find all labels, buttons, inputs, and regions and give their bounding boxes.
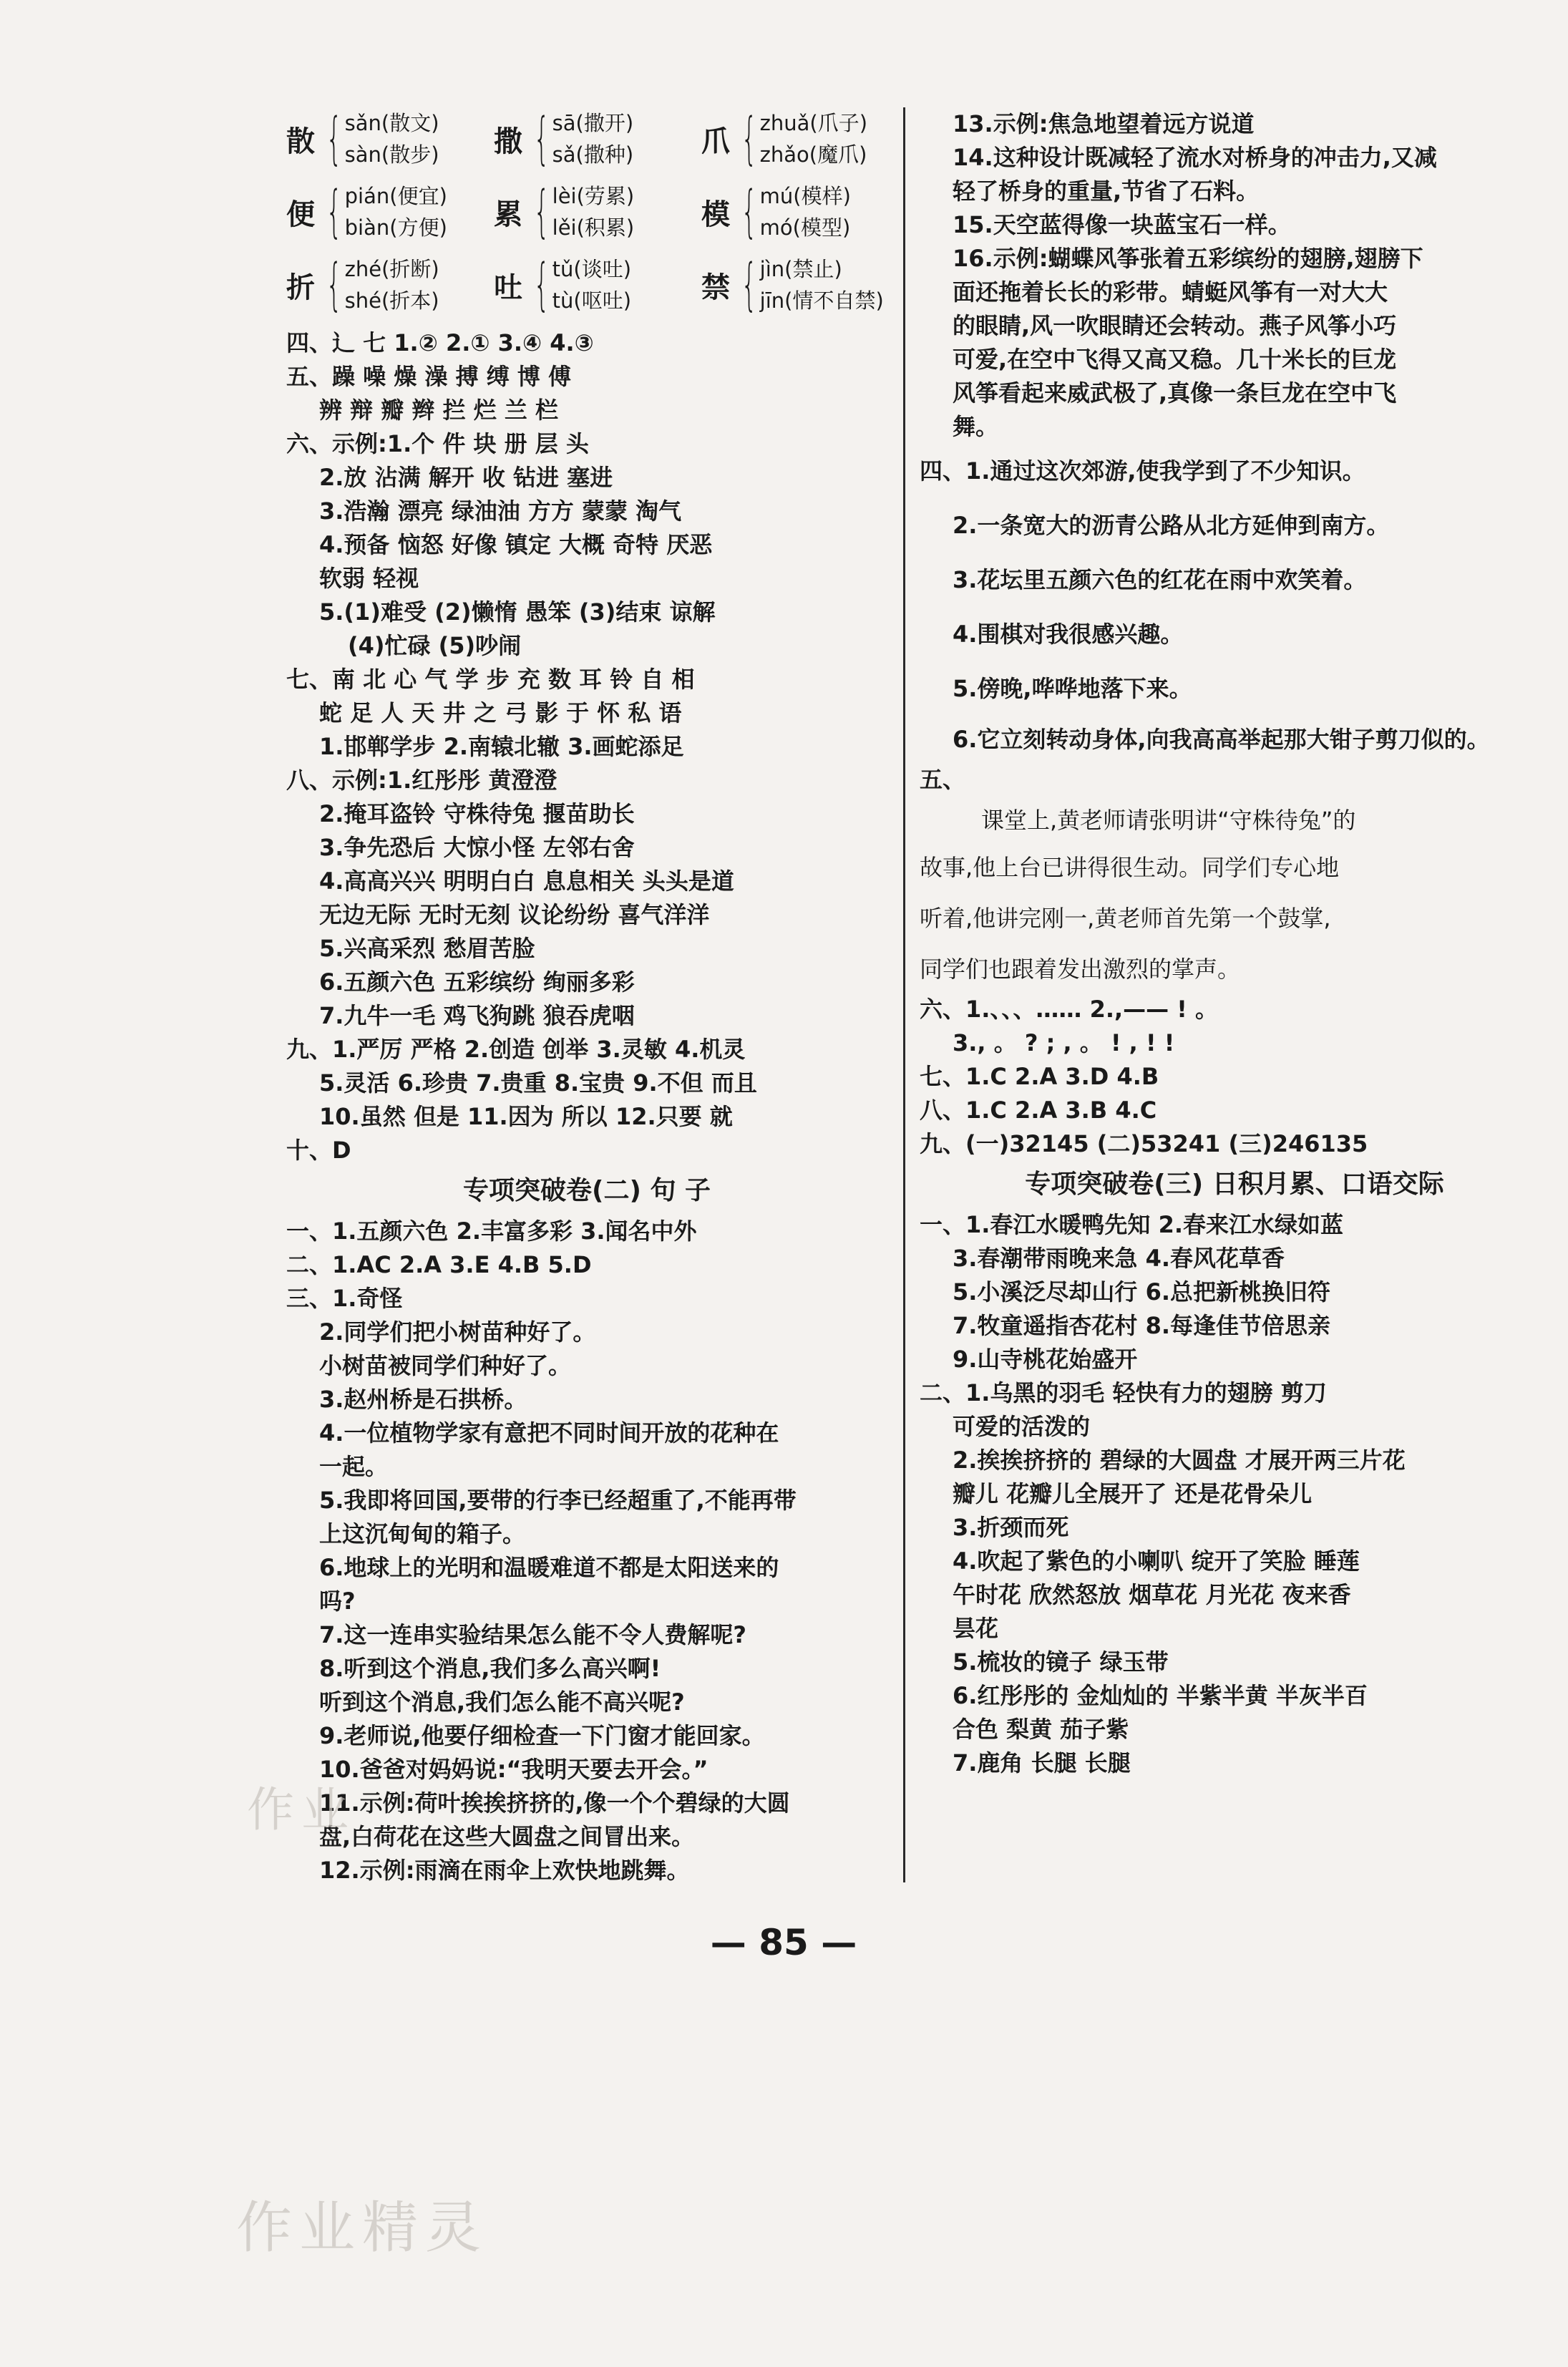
answer-line: 7.这一连串实验结果怎么能不令人费解呢? — [319, 1621, 746, 1648]
answer-line: 5.(1)难受 (2)懒惰 愚笨 (3)结束 谅解 — [319, 598, 716, 626]
answer-line: 小树苗被同学们种好了。 — [319, 1352, 572, 1379]
polyphone-section — [286, 107, 887, 316]
polyphone-reading: zhuǎ(爪子) — [759, 111, 868, 135]
answer-line: 软弱 轻视 — [319, 565, 419, 592]
answer-line: 13.示例:焦急地望着远方说道 — [953, 110, 1255, 137]
answer-line: 五、 — [920, 766, 966, 793]
answer-line: 7.鹿角 长腿 长腿 — [953, 1749, 1131, 1777]
watermark: 作业 — [247, 1782, 356, 1837]
polyphone-group — [286, 180, 472, 243]
answer-line: 3.浩瀚 漂亮 绿油油 方方 蒙蒙 淘气 — [319, 497, 682, 525]
answer-line: 无边无际 无时无刻 议论纷纷 喜气洋洋 — [319, 901, 710, 928]
polyphone-char: 模 — [701, 198, 730, 231]
answer-line: 10.虽然 但是 11.因为 所以 12.只要 就 — [319, 1103, 733, 1130]
brace-icon: { — [533, 180, 550, 244]
answer-line: 一起。 — [319, 1453, 389, 1480]
polyphone-reading: mú(模样) — [759, 184, 851, 208]
answer-line: 8.听到这个消息,我们多么高兴啊! — [319, 1655, 661, 1682]
polyphone-reading: sǎ(撒种) — [552, 142, 634, 167]
answer-line: 可爱,在空中飞得又高又稳。几十米长的巨龙 — [953, 346, 1397, 373]
polyphone-row — [286, 180, 887, 243]
brace-icon: { — [326, 253, 342, 317]
polyphone-readings — [760, 107, 867, 170]
answer-line: 六、1.、、、…… 2.,—— ! 。 — [920, 996, 1219, 1023]
answer-line: 听着,他讲完刚一,黄老师首先第一个鼓掌, — [920, 905, 1331, 932]
answer-line: 12.示例:雨滴在雨伞上欢快地跳舞。 — [319, 1857, 690, 1884]
polyphone-readings — [552, 253, 631, 316]
watermark-bottom: 作业精灵 — [236, 2196, 489, 2260]
polyphone-char: 累 — [494, 198, 522, 231]
polyphone-reading: sǎn(散文) — [344, 111, 439, 135]
polyphone-group — [286, 253, 472, 316]
answer-line: 4.吹起了紫色的小喇叭 绽开了笑脸 睡莲 — [953, 1547, 1360, 1575]
polyphone-reading: jìn(禁止) — [759, 257, 842, 281]
answer-line: 可爱的活泼的 — [953, 1413, 1091, 1440]
right-column — [920, 107, 1549, 1780]
answer-line: 6.五颜六色 五彩缤纷 绚丽多彩 — [319, 968, 635, 996]
brace-icon: { — [741, 180, 757, 244]
answer-line: 盘,白荷花在这些大圆盘之间冒出来。 — [319, 1823, 695, 1850]
polyphone-readings — [760, 180, 851, 243]
answer-line: 辨 辩 瓣 辫 拦 烂 兰 栏 — [319, 397, 558, 424]
polyphone-group — [494, 180, 680, 243]
polyphone-reading: pián(便宜) — [344, 184, 447, 208]
answer-line: 5.我即将回国,要带的行李已经超重了,不能再带 — [319, 1487, 797, 1514]
answer-line: 16.示例:蝴蝶风筝张着五彩缤纷的翅膀,翅膀下 — [953, 245, 1423, 272]
answer-line: 五、躁 噪 燥 澡 搏 缚 博 傅 — [286, 363, 571, 390]
answer-line: 3.折颈而死 — [953, 1514, 1069, 1541]
polyphone-readings — [760, 253, 884, 316]
polyphone-readings — [552, 107, 634, 170]
page-number: — 85 — — [710, 1922, 857, 1963]
answer-line: (4)忙碌 (5)吵闹 — [348, 632, 522, 659]
answer-line: 4.高高兴兴 明明白白 息息相关 头头是道 — [319, 867, 734, 895]
brace-icon: { — [326, 180, 342, 244]
polyphone-row — [286, 253, 887, 316]
section-title: 专项突破卷(三) 日积月累、口语交际 — [1025, 1170, 1444, 1199]
answer-line: 八、示例:1.红彤彤 黄澄澄 — [286, 767, 557, 794]
brace-icon: { — [741, 107, 757, 171]
polyphone-reading: biàn(方便) — [344, 215, 447, 240]
answer-line: 课堂上,黄老师请张明讲“守株待兔”的 — [981, 807, 1356, 834]
answer-line: 7.牧童遥指杏花村 8.每逢佳节倍思亲 — [953, 1312, 1330, 1339]
polyphone-group — [701, 107, 887, 170]
polyphone-readings — [345, 107, 439, 170]
polyphone-group — [494, 107, 680, 170]
answer-line: 2.挨挨挤挤的 碧绿的大圆盘 才展开两三片花 — [953, 1447, 1406, 1474]
answer-line: 3.争先恐后 大惊小怪 左邻右舍 — [319, 834, 635, 861]
answer-line: 四、辶 七 1.② 2.① 3.④ 4.③ — [286, 329, 594, 356]
answer-line: 合色 梨黄 茄子紫 — [953, 1716, 1129, 1743]
answer-line: 三、1.奇怪 — [286, 1285, 403, 1312]
answer-line: 1.邯郸学步 2.南辕北辙 3.画蛇添足 — [319, 733, 684, 760]
answer-line: 2.放 沾满 解开 收 钻进 塞进 — [319, 464, 613, 491]
polyphone-reading: mó(模型) — [759, 215, 851, 240]
polyphone-reading: jīn(情不自禁) — [759, 288, 884, 313]
answer-line: 上这沉甸甸的箱子。 — [319, 1520, 526, 1547]
polyphone-reading: sàn(散步) — [344, 142, 439, 167]
right-answers — [920, 107, 1549, 1780]
answer-line: 昙花 — [953, 1615, 999, 1642]
answer-line: 的眼睛,风一吹眼睛还会转动。燕子风筝小巧 — [953, 312, 1397, 339]
answer-line: 5.梳妆的镜子 绿玉带 — [953, 1648, 1169, 1676]
polyphone-char: 散 — [286, 125, 315, 158]
polyphone-group — [286, 107, 472, 170]
answer-line: 14.这种设计既减轻了流水对桥身的冲击力,又减 — [953, 144, 1437, 171]
polyphone-reading: zhǎo(魔爪) — [759, 142, 867, 167]
polyphone-readings — [345, 253, 439, 316]
polyphone-char: 撒 — [494, 125, 522, 158]
answer-line: 同学们也跟着发出激烈的掌声。 — [920, 956, 1241, 983]
answer-line: 3., 。 ? ; , 。 ! , ! ! — [953, 1029, 1175, 1056]
answer-line: 风筝看起来威武极了,真像一条巨龙在空中飞 — [953, 379, 1397, 407]
polyphone-group — [701, 253, 887, 316]
polyphone-reading: sā(撒开) — [552, 111, 634, 135]
answer-line: 瓣儿 花瓣儿全展开了 还是花骨朵儿 — [953, 1480, 1313, 1507]
answer-line: 故事,他上台已讲得很生动。同学们专心地 — [920, 854, 1340, 881]
brace-icon: { — [533, 107, 550, 171]
polyphone-row — [286, 107, 887, 170]
answer-line: 7.九牛一毛 鸡飞狗跳 狼吞虎咽 — [319, 1002, 635, 1029]
polyphone-readings — [552, 180, 635, 243]
answer-line: 9.山寺桃花始盛开 — [953, 1346, 1138, 1373]
polyphone-char: 吐 — [494, 271, 522, 304]
answer-line: 5.兴高采烈 愁眉苦脸 — [319, 935, 535, 962]
answer-line: 3.赵州桥是石拱桥。 — [319, 1386, 527, 1413]
answer-line: 5.傍晚,哗哗地落下来。 — [953, 675, 1192, 702]
answer-line: 蛇 足 人 天 井 之 弓 影 于 怀 私 语 — [319, 699, 682, 726]
left-column — [286, 107, 887, 1887]
answer-line: 15.天空蓝得像一块蓝宝石一样。 — [953, 211, 1291, 238]
answer-line: 4.一位植物学家有意把不同时间开放的花种在 — [319, 1419, 779, 1447]
answer-line: 六、示例:1.个 件 块 册 层 头 — [286, 430, 589, 457]
polyphone-group — [701, 180, 887, 243]
answer-line: 十、D — [286, 1137, 351, 1164]
answer-line: 七、南 北 心 气 学 步 充 数 耳 铃 自 相 — [286, 666, 695, 693]
answer-line: 吗? — [319, 1588, 356, 1615]
answer-line: 一、1.五颜六色 2.丰富多彩 3.闻名中外 — [286, 1217, 697, 1245]
polyphone-char: 折 — [286, 271, 315, 304]
answer-line: 面还拖着长长的彩带。蜻蜓风筝有一对大大 — [953, 278, 1388, 306]
polyphone-reading: zhé(折断) — [344, 257, 439, 281]
polyphone-readings — [345, 180, 447, 243]
answer-line: 2.一条宽大的沥青公路从北方延伸到南方。 — [953, 512, 1390, 539]
brace-icon: { — [741, 253, 757, 317]
answer-line: 轻了桥身的重量,节省了石料。 — [953, 178, 1260, 205]
answer-line: 4.围棋对我很感兴趣。 — [953, 621, 1184, 648]
answer-line: 二、1.AC 2.A 3.E 4.B 5.D — [286, 1251, 592, 1278]
polyphone-reading: tù(呕吐) — [552, 288, 632, 313]
answer-line: 七、1.C 2.A 3.D 4.B — [920, 1063, 1159, 1090]
answer-line: 午时花 欣然怒放 烟草花 月光花 夜来香 — [953, 1581, 1351, 1608]
polyphone-char: 爪 — [701, 125, 730, 158]
answer-line: 二、1.乌黑的羽毛 轻快有力的翅膀 剪刀 — [920, 1379, 1327, 1406]
answer-line: 3.春潮带雨晚来急 4.春风花草香 — [953, 1245, 1285, 1272]
answer-line: 九、1.严厉 严格 2.创造 创举 3.灵敏 4.机灵 — [286, 1036, 746, 1063]
answer-line: 5.灵活 6.珍贵 7.贵重 8.宝贵 9.不但 而且 — [319, 1069, 757, 1097]
answer-line: 4.预备 恼怒 好像 镇定 大概 奇特 厌恶 — [319, 531, 713, 558]
answer-line: 3.花坛里五颜六色的红花在雨中欢笑着。 — [953, 566, 1367, 593]
answer-line: 6.红彤彤的 金灿灿的 半紫半黄 半灰半百 — [953, 1682, 1368, 1709]
polyphone-reading: tǔ(谈吐) — [552, 257, 632, 281]
answer-line: 10.爸爸对妈妈说:“我明天要去开会。” — [319, 1756, 708, 1783]
answer-line: 2.掩耳盗铃 守株待兔 揠苗助长 — [319, 800, 635, 827]
answer-line: 9.老师说,他要仔细检查一下门窗才能回家。 — [319, 1722, 765, 1749]
polyphone-char: 禁 — [701, 271, 730, 304]
answer-line: 听到这个消息,我们怎么能不高兴呢? — [319, 1688, 685, 1716]
polyphone-reading: lěi(积累) — [552, 215, 635, 240]
answer-line: 5.小溪泛尽却山行 6.总把新桃换旧符 — [953, 1278, 1330, 1306]
answer-line: 2.同学们把小树苗种好了。 — [319, 1318, 596, 1346]
polyphone-group — [494, 253, 680, 316]
answer-line: 6.它立刻转动身体,向我高高举起那大钳子剪刀似的。 — [953, 726, 1490, 753]
polyphone-reading: lèi(劳累) — [552, 184, 635, 208]
answer-line: 九、(一)32145 (二)53241 (三)246135 — [920, 1130, 1368, 1157]
section-title: 专项突破卷(二) 句 子 — [463, 1176, 711, 1205]
left-answers — [286, 326, 887, 1887]
brace-icon: { — [326, 107, 342, 171]
brace-icon: { — [533, 253, 550, 317]
answer-line: 舞。 — [953, 413, 999, 440]
answer-line: 一、1.春江水暖鸭先知 2.春来江水绿如蓝 — [920, 1211, 1343, 1238]
answer-line: 11.示例:荷叶挨挨挤挤的,像一个个碧绿的大圆 — [319, 1789, 790, 1817]
polyphone-char: 便 — [286, 198, 315, 231]
column-divider — [903, 107, 905, 1882]
answer-line: 四、1.通过这次郊游,使我学到了不少知识。 — [920, 457, 1365, 485]
answer-line: 八、1.C 2.A 3.B 4.C — [920, 1097, 1157, 1124]
polyphone-reading: shé(折本) — [344, 288, 439, 313]
answer-line: 6.地球上的光明和温暖难道不都是太阳送来的 — [319, 1554, 779, 1581]
